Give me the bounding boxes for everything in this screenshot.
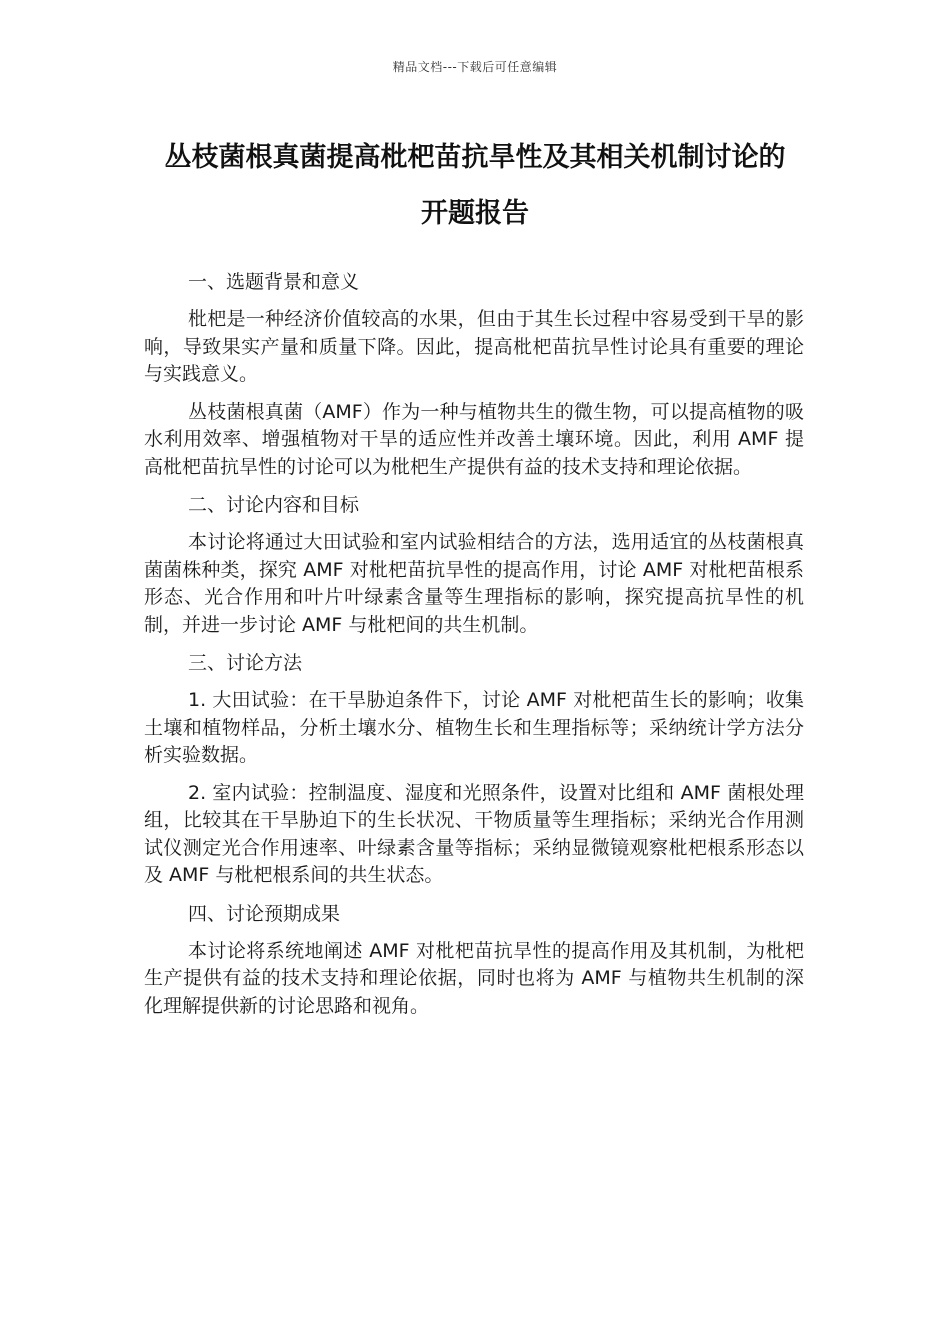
paragraph: 1. 大田试验：在干旱胁迫条件下，讨论 AMF 对枇杷苗生长的影响；收集土壤和植物样品，分析土壤水分、植物生长和生理指标等；采纳统计学方法分析实验数据。 [144, 689, 804, 766]
paragraph: 本讨论将通过大田试验和室内试验相结合的方法，选用适宜的丛枝菌根真菌菌株种类，探究 AMF 对枇杷苗抗旱性的提高作用，讨论 AMF 对枇杷苗根系形态、光合作用和叶片叶绿素含量等生理指标的影响，探究提高抗旱性的机制，并进一步讨论 AMF 与枇杷间的共生机制。 [144, 531, 804, 636]
paragraph: 枇杷是一种经济价值较高的水果，但由于其生长过程中容易受到干旱的影响，导致果实产量和质量下降。因此，提高枇杷苗抗旱性讨论具有重要的理论与实践意义。 [144, 308, 804, 385]
section-heading: 三、讨论方法 [188, 652, 303, 674]
section-content-goals [144, 491, 804, 639]
section-heading: 二、讨论内容和目标 [188, 494, 360, 516]
section-methods [144, 649, 804, 890]
paragraph: 丛枝菌根真菌（AMF）作为一种与植物共生的微生物，可以提高植物的吸水利用效率、增强植物对干旱的适应性并改善土壤环境。因此，利用 AMF 提高枇杷苗抗旱性的讨论可以为枇杷生产提供有益的技术支持和理论依据。 [144, 400, 804, 478]
section-background [144, 268, 804, 481]
document-title [120, 130, 830, 242]
section-expected-results [144, 900, 804, 1021]
paragraph: 2. 室内试验：控制温度、湿度和光照条件，设置对比组和 AMF 菌根处理组，比较其在干旱胁迫下的生长状况、干物质量等生理指标；采纳光合作用测试仪测定光合作用速率、叶绿素含量等指标；采纳显微镜观察枇杷根系形态以及 AMF 与枇杷根系间的共生状态。 [144, 781, 804, 886]
header-note: 精品文档---下载后可任意编辑 [392, 60, 558, 74]
paragraph: 本讨论将系统地阐述 AMF 对枇杷苗抗旱性的提高作用及其机制，为枇杷生产提供有益的技术支持和理论依据，同时也将为 AMF 与植物共生机制的深化理解提供新的讨论思路和视角。 [144, 939, 804, 1017]
title-line-1: 丛枝菌根真菌提高枇杷苗抗旱性及其相关机制讨论的 [164, 142, 786, 173]
document-body [144, 268, 804, 1030]
title-line-2: 开题报告 [421, 198, 529, 229]
section-heading: 一、选题背景和意义 [188, 271, 360, 293]
section-heading: 四、讨论预期成果 [188, 902, 341, 925]
